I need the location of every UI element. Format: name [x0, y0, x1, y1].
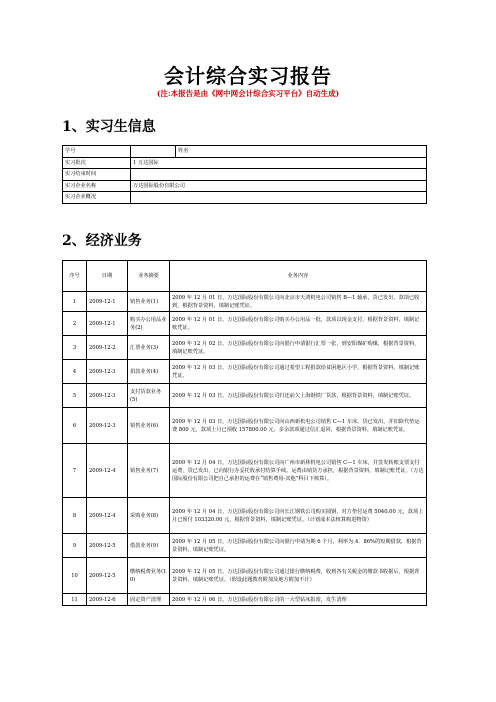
table-row	[63, 558, 427, 594]
business-table	[62, 260, 427, 606]
company-name-value: 万达国际股份有限公司	[131, 180, 427, 192]
row-date: 2009-12-1	[87, 312, 128, 336]
student-id-label: 学号	[63, 146, 131, 158]
company-name-label: 实习企业名称	[63, 180, 131, 192]
table-row	[63, 336, 427, 360]
row-date: 2009-12-3	[87, 360, 128, 384]
business-table-body	[63, 292, 427, 606]
section-heading-business: 2、经济业务	[62, 233, 142, 249]
row-summary: 缴纳税费业务(10)	[128, 558, 170, 594]
row-no: 5	[63, 384, 87, 408]
student-name-label: 姓名	[178, 148, 189, 155]
row-content: 2009 年 12 月 05 日，万达国际股份有限公司通过银行缴纳税费，收到各有关税金的缴款书收据后，根据背景资料，填制记账凭证。（假设此题教育附加及地方附加不计）	[170, 558, 427, 594]
row-summary: 汇票业务(3)	[128, 336, 170, 360]
row-date: 2009-12-1	[87, 292, 128, 312]
end-time-value	[131, 169, 427, 181]
row-no: 11	[63, 594, 87, 606]
row-no: 9	[63, 534, 87, 558]
row-content: 2009 年 12 月 05 日，万达国际股份有限公司向银行申请为期 6 个月，利率为 4．86%的短期借款，根据背景资料，填制记账凭证。	[170, 534, 427, 558]
row-no: 6	[63, 408, 87, 444]
table-row	[63, 292, 427, 312]
company-overview-value	[131, 192, 427, 204]
table-row	[63, 534, 427, 558]
row-date: 2009-12-4	[87, 444, 128, 498]
student-name-cell	[176, 146, 427, 158]
row-no: 4	[63, 360, 87, 384]
col-header-content: 业务内容	[170, 261, 427, 292]
row-content: 2009 年 12 月 03 日，万达国际股份有限公司归还前欠上海钢铁厂货款，根据背景资料，填制记账凭证。	[170, 384, 427, 408]
student-info-table	[62, 145, 427, 204]
company-overview-label: 实习企业概况	[63, 192, 131, 204]
table-row	[63, 594, 427, 606]
row-date: 2009-12-5	[87, 534, 128, 558]
row-content: 2009 年 12 月 04 日，万达国际股份有限公司向广州市新林机电公司销售 C—1 车床，并签发转账支票支付运费，货已发出，已向银行办妥托收承付结算手续。运费由销货方承担，根据背景资料，填制记账凭证。（万达国际股份有限公司把自己承担的运费在“销售费用-其他”科目下核算）。	[170, 444, 427, 498]
row-summary: 销售业务(6)	[128, 408, 170, 444]
table-row	[63, 360, 427, 384]
row-no: 2	[63, 312, 87, 336]
row-summary: 销售业务(1)	[128, 292, 170, 312]
row-no: 7	[63, 444, 87, 498]
batch-value: 1 万达国际	[131, 157, 427, 169]
table-row	[63, 192, 427, 204]
row-date: 2009-12-6	[87, 594, 128, 606]
row-date: 2009-12-3	[87, 408, 128, 444]
table-row	[63, 408, 427, 444]
row-summary: 销售业务(7)	[128, 444, 170, 498]
table-row	[63, 312, 427, 336]
row-summary: 捐款业务(4)	[128, 360, 170, 384]
row-content: 2009 年 12 月 03 日，万达国际股份有限公司向山西新机电公司销售 C—1 车床，货已发出，并扣除代垫运费 800 元，款项上月已预收 157800.00 元，多余款项通过信汇退回，根据背景资料，填制记账凭证。	[170, 408, 427, 444]
col-header-summary: 业务摘要	[128, 261, 170, 292]
row-date: 2009-12-2	[87, 336, 128, 360]
row-no: 10	[63, 558, 87, 594]
table-row	[63, 169, 427, 181]
col-header-date: 日期	[87, 261, 128, 292]
row-summary: 购买办公用品业务(2)	[128, 312, 170, 336]
row-content: 2009 年 12 月 06 日，万达国际股份有限公司的一大型钻床报废，发生清理	[170, 594, 427, 606]
row-date: 2009-12-3	[87, 384, 128, 408]
row-no: 8	[63, 498, 87, 534]
table-row	[63, 498, 427, 534]
col-header-no: 序号	[63, 261, 87, 292]
table-row	[63, 180, 427, 192]
row-content: 2009 年 12 月 03 日，万达国际股份有限公司通过希望工程捐款给贫困地区小学，根据背景资料，填制记账凭证。	[170, 360, 427, 384]
table-row	[63, 444, 427, 498]
row-content: 2009 年 12 月 02 日，万达国际股份有限公司向银行申请银行汇票一张，到安阳煤矿购煤，根据背景资料，填制记账凭证。	[170, 336, 427, 360]
row-summary: 采购业务(8)	[128, 498, 170, 534]
row-summary: 支付货款业务(5)	[128, 384, 170, 408]
section-heading-student-info: 1、实习生信息	[62, 119, 156, 135]
report-title: 会计综合实习报告	[164, 64, 332, 88]
row-summary: 固定资产清理	[128, 594, 170, 606]
row-date: 2009-12-5	[87, 558, 128, 594]
row-content: 2009 年 12 月 01 日，万达国际股份有限公司购买办公用品一批，款项以现金支付，根据背景资料，填制记账凭证。	[170, 312, 427, 336]
batch-label: 实习批次	[63, 157, 131, 169]
row-no: 3	[63, 336, 87, 360]
table-row	[63, 157, 427, 169]
row-content: 2009 年 12 月 01 日，万达国际股份有限公司向北京市天鸿机电公司销售 B—1 轴承，货已发出，款项已收到，根据背景资料，填制记账凭证。	[170, 292, 427, 312]
table-row	[63, 146, 427, 158]
table-row	[63, 384, 427, 408]
table-header-row	[63, 261, 427, 292]
row-no: 1	[63, 292, 87, 312]
row-content: 2009 年 12 月 04 日，万达国际股份有限公司向长江钢铁公司购买圆钢，对方垫付运费 5040.00 元，款项上月已预付 103320.00 元，根据背景资料，填制记账凭证。（计划成本法核算购进物资）	[170, 498, 427, 534]
row-date: 2009-12-4	[87, 498, 128, 534]
report-subtitle: (注:本报告是由《网中网会计综合实习平台》自动生成)	[156, 89, 340, 98]
row-summary: 借款业务(9)	[128, 534, 170, 558]
end-time-label: 实习结束时间	[63, 169, 131, 181]
student-id-value	[131, 146, 176, 158]
